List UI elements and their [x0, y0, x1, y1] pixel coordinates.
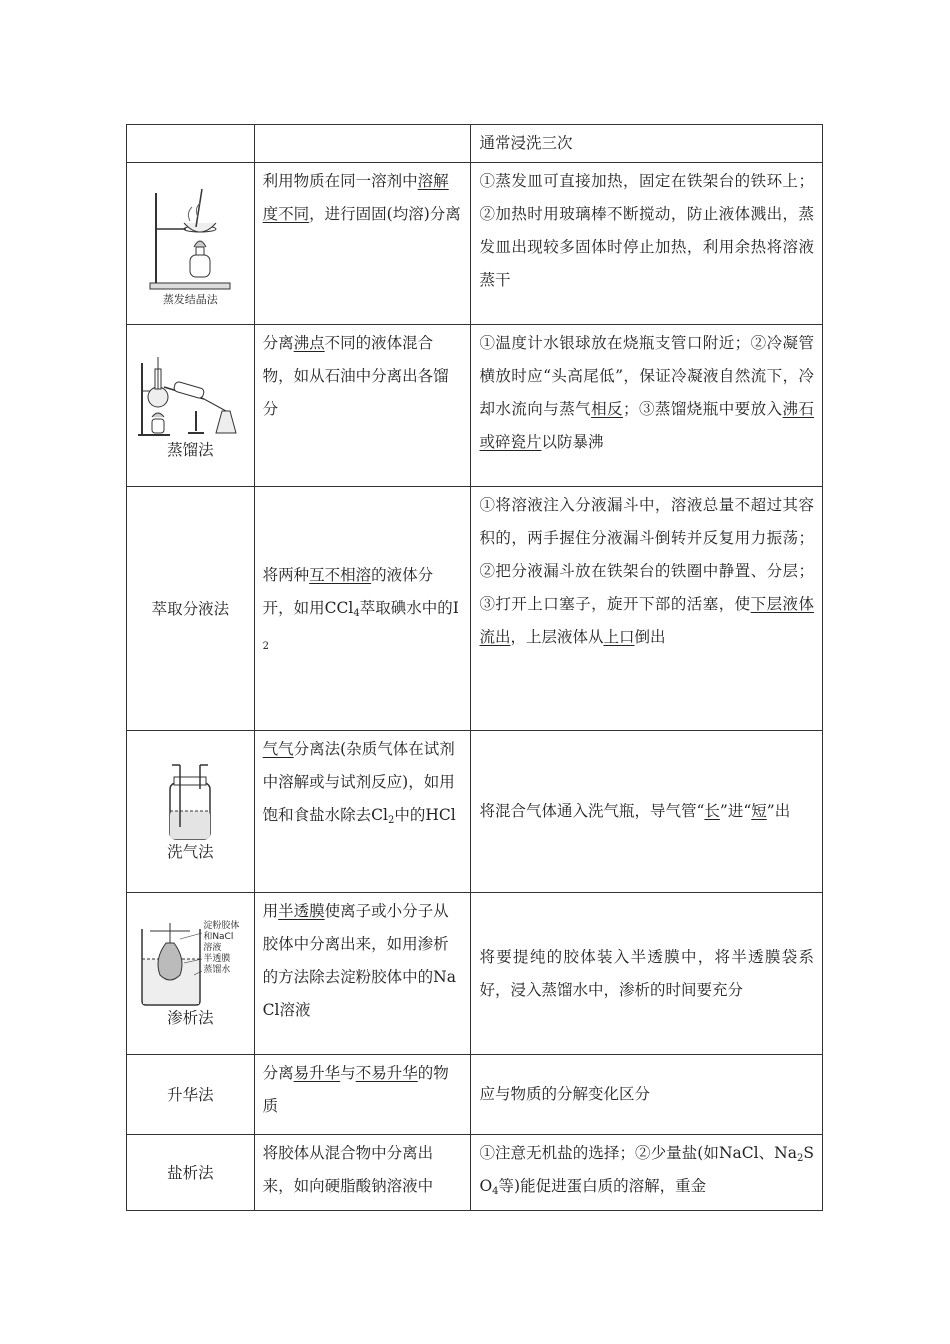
- text-segment: 等)能促进蛋白质的溶解，重金: [498, 1177, 707, 1195]
- text-segment: 将胶体从混合物中分离出来，如向硬脂酸钠溶液中: [262, 1144, 434, 1195]
- principle-cell: [254, 731, 471, 893]
- text-segment: 将混合气体通入洗气瓶，导气管“: [479, 802, 705, 820]
- text-segment: 萃取碘水中的I: [359, 599, 459, 617]
- text-segment: ①温度计水银球放在烧瓶支管口附近；②冷凝管横放时应“头高尾低”，保证冷凝液自然流下，冷却水流向与蒸气: [479, 334, 814, 418]
- underlined-answer: 下层液体流出: [479, 595, 814, 646]
- text-segment: 分离法(杂质气体在试剂中溶解或与试剂反应)，如用饱和食盐水除去Cl: [262, 740, 455, 824]
- method-cell: [127, 325, 255, 487]
- notes-cell: [471, 1055, 823, 1135]
- text-segment: 分离: [262, 334, 294, 352]
- method-cell: [127, 1135, 255, 1211]
- underlined-answer: 短: [751, 802, 767, 820]
- underlined-answer: 相反: [591, 400, 623, 418]
- text-segment: ①蒸发皿可直接加热，固定在铁架台的铁环上；②加热时用玻璃棒不断搅动，防止液体溅出，蒸发皿出现较多固体时停止加热，利用余热将溶液蒸干: [479, 172, 814, 289]
- notes-cell: [471, 1135, 823, 1211]
- text-segment: 利用物质在同一溶剂中: [262, 172, 418, 190]
- method-cell: [127, 1055, 255, 1135]
- figure-label: 溶液: [203, 942, 222, 953]
- principle-cell: [254, 1135, 471, 1211]
- text-segment: 4: [353, 608, 360, 619]
- figure-label: 淀粉胶体: [203, 920, 240, 931]
- method-label: 渗析法: [167, 1008, 214, 1027]
- underlined-answer: 气气: [262, 740, 294, 758]
- underlined-answer: 半透膜: [278, 902, 325, 920]
- table-row: [127, 1055, 823, 1135]
- text-segment: ”出: [766, 802, 791, 820]
- text-segment: 与: [340, 1064, 356, 1082]
- text-segment: ①将溶液注入分液漏斗中，溶液总量不超过其容积的，两手握住分液漏斗倒转并反复用力振荡；②把分液漏斗放在铁架台的铁圈中静置、分层；③打开上口塞子，旋开下部的活塞，使: [479, 496, 814, 613]
- underlined-answer: 沸石或碎瓷片: [479, 400, 814, 451]
- method-cell: [127, 125, 255, 163]
- table-row: [127, 163, 823, 325]
- table-row: [127, 125, 823, 163]
- text-segment: 2: [797, 1153, 804, 1164]
- underlined-answer: 沸点: [293, 334, 325, 352]
- principle-cell: [254, 163, 471, 325]
- text-segment: 以防暴沸: [541, 433, 604, 451]
- notes-cell: [471, 125, 823, 163]
- text-segment: 分离: [262, 1064, 294, 1082]
- underlined-answer: 互不相溶: [309, 566, 372, 584]
- text-segment: 倒出: [634, 628, 666, 646]
- method-cell: [127, 487, 255, 731]
- figure-label: 半透膜: [203, 953, 231, 964]
- principle-cell: [254, 125, 471, 163]
- text-segment: 中的HCl: [394, 806, 456, 824]
- underlined-answer: 溶解度不同: [262, 172, 449, 223]
- distillation-apparatus-figure: [134, 351, 246, 439]
- table-row: [127, 325, 823, 487]
- notes-cell: [471, 163, 823, 325]
- text-segment: 将要提纯的胶体装入半透膜中，将半透膜袋系好，浸入蒸馏水中，渗析的时间要充分: [479, 947, 814, 999]
- text-segment: 4: [492, 1186, 499, 1197]
- text-segment: 2: [262, 641, 270, 652]
- method-cell: [127, 893, 255, 1055]
- table-row: [127, 487, 823, 731]
- text-segment: 使离子或小分子从胶体中分离出来，如用渗析的方法除去淀粉胶体中的NaCl溶液: [262, 902, 456, 1019]
- text-segment: SO: [479, 1144, 814, 1195]
- method-cell: [127, 731, 255, 893]
- principle-cell: [254, 1055, 471, 1135]
- text-segment: 的物质: [262, 1064, 449, 1115]
- underlined-answer: 易升华: [293, 1064, 341, 1082]
- notes-cell: [471, 325, 823, 487]
- text-segment: 2: [387, 815, 395, 826]
- figure-caption: 蒸发结晶法: [162, 292, 218, 306]
- underlined-answer: 不易升华: [355, 1064, 418, 1082]
- text-segment: 应与物质的分解变化区分: [479, 1085, 650, 1103]
- underlined-answer: 上口: [603, 628, 635, 646]
- method-cell: [127, 163, 255, 325]
- method-label: 升华法: [167, 1085, 214, 1104]
- method-label: 盐析法: [167, 1163, 214, 1182]
- method-label: 蒸馏法: [167, 440, 214, 459]
- text-segment: ，进行固固(均溶)分离: [309, 205, 461, 223]
- text-segment: ，上层液体从: [510, 628, 604, 646]
- figure-label: 和NaCl: [203, 931, 234, 942]
- method-label: 萃取分液法: [151, 599, 230, 618]
- figure-label: 蒸馏水: [203, 964, 231, 975]
- table-row: [127, 731, 823, 893]
- notes-cell: [471, 893, 823, 1055]
- table-row: [127, 1135, 823, 1211]
- gas-washing-bottle-figure: [160, 761, 220, 841]
- evaporation-apparatus-figure: [142, 181, 238, 293]
- notes-cell: [471, 487, 823, 731]
- text-segment: ；③蒸馏烧瓶中要放入: [623, 400, 783, 418]
- text-segment: ”进“: [719, 802, 752, 820]
- underlined-answer: 长: [704, 802, 720, 820]
- principle-cell: [254, 487, 471, 731]
- text-segment: 通常浸洗三次: [479, 134, 573, 152]
- text-segment: 用: [262, 902, 279, 920]
- principle-cell: [254, 893, 471, 1055]
- text-segment: ①注意无机盐的选择；②少量盐(如NaCl、Na: [479, 1144, 797, 1162]
- separation-methods-table: [126, 124, 823, 1211]
- method-label: 洗气法: [167, 842, 214, 861]
- text-segment: 不同的液体混合物，如从石油中分离出各馏分: [262, 334, 449, 418]
- text-segment: 将两种: [262, 566, 310, 584]
- principle-cell: [254, 325, 471, 487]
- table-row: [127, 893, 823, 1055]
- text-segment: 的液体分开，如用CCl: [262, 566, 434, 617]
- notes-cell: [471, 731, 823, 893]
